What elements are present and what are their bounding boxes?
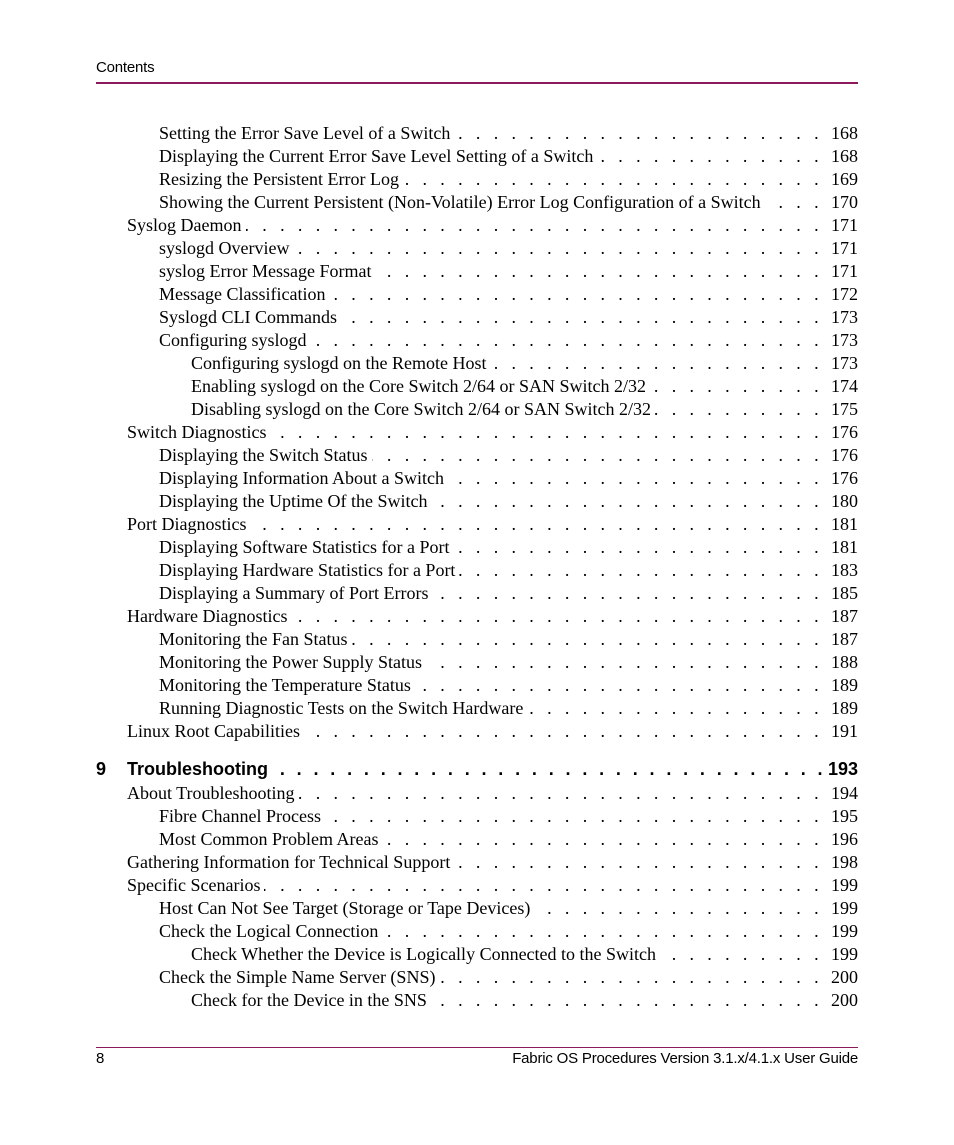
- dot-leader: [432, 582, 823, 605]
- toc-entry-title: Showing the Current Persistent (Non-Volatile) Error Log Configuration of a Switch: [159, 192, 761, 212]
- toc-chapter-entry[interactable]: [96, 757, 858, 781]
- toc-page-number: 170: [831, 192, 858, 212]
- toc-entry-title: Monitoring the Fan Status: [159, 629, 348, 649]
- toc-entry-title: Specific Scenarios: [127, 875, 261, 895]
- dot-leader: [293, 237, 823, 260]
- toc-entry-title: Running Diagnostic Tests on the Switch Hardware: [159, 698, 524, 718]
- toc-entry[interactable]: [96, 582, 858, 605]
- dot-leader: [448, 467, 823, 490]
- toc-entry[interactable]: [96, 651, 858, 674]
- toc-entry[interactable]: [96, 966, 858, 989]
- toc-page-number: 176: [831, 422, 858, 442]
- toc-entry[interactable]: [96, 467, 858, 490]
- toc-page-number: 199: [831, 921, 858, 941]
- toc-entry-title: Displaying Software Statistics for a Port: [159, 537, 450, 557]
- toc-entry-title: Host Can Not See Target (Storage or Tape Devices): [159, 898, 531, 918]
- table-of-contents: [96, 122, 858, 1012]
- toc-entry-title: About Troubleshooting: [127, 783, 295, 803]
- toc-page-number: 193: [827, 759, 858, 779]
- toc-page-number: 171: [831, 261, 858, 281]
- toc-page-number: 175: [831, 399, 858, 419]
- dot-leader: [382, 920, 823, 943]
- toc-entry-title: Syslog Daemon: [127, 215, 242, 235]
- toc-page-number: 200: [831, 990, 858, 1010]
- toc-entry-title: Syslogd CLI Commands: [159, 307, 338, 327]
- dot-leader: [375, 260, 823, 283]
- toc-entry[interactable]: [96, 536, 858, 559]
- toc-entry-title: Resizing the Persistent Error Log: [159, 169, 399, 189]
- dot-leader: [403, 168, 823, 191]
- footer-page-number: 8: [96, 1050, 105, 1067]
- toc-page-number: 168: [831, 123, 858, 143]
- toc-entry[interactable]: [96, 444, 858, 467]
- dot-leader: [655, 398, 823, 421]
- toc-page-number: 181: [831, 514, 858, 534]
- chapter-number: 9: [96, 759, 107, 779]
- toc-entry[interactable]: [96, 352, 858, 375]
- toc-entry-title: syslogd Overview: [159, 238, 290, 258]
- toc-page-number: 196: [831, 829, 858, 849]
- toc-page-number: 188: [831, 652, 858, 672]
- dot-leader: [454, 851, 823, 874]
- toc-entry-title: syslog Error Message Format: [159, 261, 372, 281]
- toc-entry[interactable]: [96, 490, 858, 513]
- toc-entry[interactable]: [96, 214, 858, 237]
- toc-page-number: 189: [831, 698, 858, 718]
- dot-leader: [304, 720, 823, 743]
- dot-leader: [527, 697, 823, 720]
- toc-entry-title: Check the Simple Name Server (SNS): [159, 967, 436, 987]
- dot-leader: [299, 782, 823, 805]
- dot-leader: [765, 191, 823, 214]
- toc-entry-title: Displaying the Current Error Save Level Setting of a Switch: [159, 146, 594, 166]
- dot-leader: [453, 536, 823, 559]
- toc-entry-title: Hardware Diagnostics: [127, 606, 288, 626]
- toc-page-number: 176: [831, 445, 858, 465]
- toc-entry-title: Displaying Hardware Statistics for a Port: [159, 560, 456, 580]
- toc-entry[interactable]: [96, 828, 858, 851]
- toc-page-number: 199: [831, 944, 858, 964]
- toc-entry-title: Most Common Problem Areas: [159, 829, 379, 849]
- toc-entry-title: Displaying the Switch Status: [159, 445, 368, 465]
- toc-page-number: 185: [831, 583, 858, 603]
- toc-page-number: 173: [831, 330, 858, 350]
- toc-entry-title: Monitoring the Power Supply Status: [159, 652, 423, 672]
- toc-entry-title: Gathering Information for Technical Support: [127, 852, 451, 872]
- toc-page-number: 176: [831, 468, 858, 488]
- dot-leader: [383, 828, 824, 851]
- dot-leader: [660, 943, 823, 966]
- toc-page-number: 199: [831, 875, 858, 895]
- toc-entry[interactable]: [96, 989, 858, 1012]
- header-rule: [96, 82, 858, 84]
- toc-page-number: 173: [831, 353, 858, 373]
- toc-entry-title: Linux Root Capabilities: [127, 721, 300, 741]
- toc-entry[interactable]: [96, 375, 858, 398]
- toc-page-number: 174: [831, 376, 858, 396]
- toc-entry-title: Displaying a Summary of Port Errors: [159, 583, 429, 603]
- toc-page-number: 194: [831, 783, 858, 803]
- toc-page-number: 173: [831, 307, 858, 327]
- toc-entry[interactable]: [96, 260, 858, 283]
- toc-entry-title: Check Whether the Device is Logically Connected to the Switch: [191, 944, 657, 964]
- footer-document-title: Fabric OS Procedures Version 3.1.x/4.1.x User Guide: [512, 1050, 858, 1067]
- toc-entry-title: Configuring syslogd on the Remote Host: [191, 353, 487, 373]
- toc-entry[interactable]: [96, 559, 858, 582]
- toc-page-number: 171: [831, 215, 858, 235]
- toc-entry[interactable]: [96, 191, 858, 214]
- toc-entry-title: Monitoring the Temperature Status: [159, 675, 411, 695]
- toc-entry-title: Check the Logical Connection: [159, 921, 379, 941]
- toc-page-number: 181: [831, 537, 858, 557]
- dot-leader: [251, 513, 824, 536]
- toc-entry[interactable]: [96, 674, 858, 697]
- toc-page-number: 187: [831, 629, 858, 649]
- toc-page-number: 198: [831, 852, 858, 872]
- toc-entry[interactable]: [96, 329, 858, 352]
- footer-rule: [96, 1047, 858, 1048]
- toc-entry[interactable]: [96, 168, 858, 191]
- dot-leader: [431, 989, 823, 1012]
- toc-page-number: 171: [831, 238, 858, 258]
- toc-entry[interactable]: [96, 720, 858, 743]
- toc-entry-title: Fibre Channel Process: [159, 806, 321, 826]
- dot-leader: [454, 122, 823, 145]
- toc-entry-title: Setting the Error Save Level of a Switch: [159, 123, 451, 143]
- toc-entry[interactable]: [96, 421, 858, 444]
- toc-entry[interactable]: [96, 306, 858, 329]
- dot-leader: [431, 490, 823, 513]
- toc-entry-title: Switch Diagnostics: [127, 422, 267, 442]
- toc-entry[interactable]: [96, 628, 858, 651]
- toc-page-number: 200: [831, 967, 858, 987]
- dot-leader: [491, 352, 824, 375]
- toc-entry[interactable]: [96, 782, 858, 805]
- toc-entry-title: Message Classification: [159, 284, 326, 304]
- toc-page-number: 172: [831, 284, 858, 304]
- dot-leader: [352, 628, 824, 651]
- dot-leader: [276, 757, 826, 781]
- toc-entry-title: Troubleshooting: [127, 759, 268, 779]
- toc-entry[interactable]: [96, 513, 858, 536]
- toc-entry[interactable]: [96, 237, 858, 260]
- toc-page-number: 169: [831, 169, 858, 189]
- dot-leader: [246, 214, 824, 237]
- toc-page-number: 168: [831, 146, 858, 166]
- dot-leader: [426, 651, 823, 674]
- toc-entry-title: Displaying the Uptime Of the Switch: [159, 491, 428, 511]
- toc-entry[interactable]: [96, 122, 858, 145]
- toc-entry-title: Displaying Information About a Switch: [159, 468, 444, 488]
- toc-entry[interactable]: [96, 920, 858, 943]
- toc-entry[interactable]: [96, 897, 858, 920]
- running-header: Contents: [96, 59, 155, 76]
- dot-leader: [439, 966, 823, 989]
- dot-leader: [264, 874, 823, 897]
- dot-leader: [311, 329, 823, 352]
- dot-leader: [341, 306, 823, 329]
- toc-entry[interactable]: [96, 874, 858, 897]
- dot-leader: [271, 421, 824, 444]
- dot-leader: [597, 145, 823, 168]
- dot-leader: [329, 283, 823, 306]
- dot-leader: [372, 444, 824, 467]
- toc-page-number: 183: [831, 560, 858, 580]
- toc-entry[interactable]: [96, 943, 858, 966]
- toc-page-number: 191: [831, 721, 858, 741]
- toc-page-number: 189: [831, 675, 858, 695]
- toc-entry[interactable]: [96, 145, 858, 168]
- toc-entry-title: Enabling syslogd on the Core Switch 2/64 or SAN Switch 2/32: [191, 376, 646, 396]
- toc-entry-title: Check for the Device in the SNS: [191, 990, 427, 1010]
- toc-page-number: 187: [831, 606, 858, 626]
- toc-entry[interactable]: [96, 398, 858, 421]
- toc-entry[interactable]: [96, 697, 858, 720]
- toc-entry-title: Configuring syslogd: [159, 330, 307, 350]
- toc-entry[interactable]: [96, 805, 858, 828]
- dot-leader: [291, 605, 823, 628]
- toc-page-number: 195: [831, 806, 858, 826]
- dot-leader: [534, 897, 823, 920]
- toc-entry-title: Disabling syslogd on the Core Switch 2/64 or SAN Switch 2/32: [191, 399, 651, 419]
- toc-page-number: 180: [831, 491, 858, 511]
- toc-entry[interactable]: [96, 851, 858, 874]
- toc-entry[interactable]: [96, 283, 858, 306]
- dot-leader: [415, 674, 823, 697]
- dot-leader: [650, 375, 823, 398]
- dot-leader: [459, 559, 823, 582]
- toc-entry-title: Port Diagnostics: [127, 514, 247, 534]
- dot-leader: [325, 805, 823, 828]
- toc-entry[interactable]: [96, 605, 858, 628]
- toc-page-number: 199: [831, 898, 858, 918]
